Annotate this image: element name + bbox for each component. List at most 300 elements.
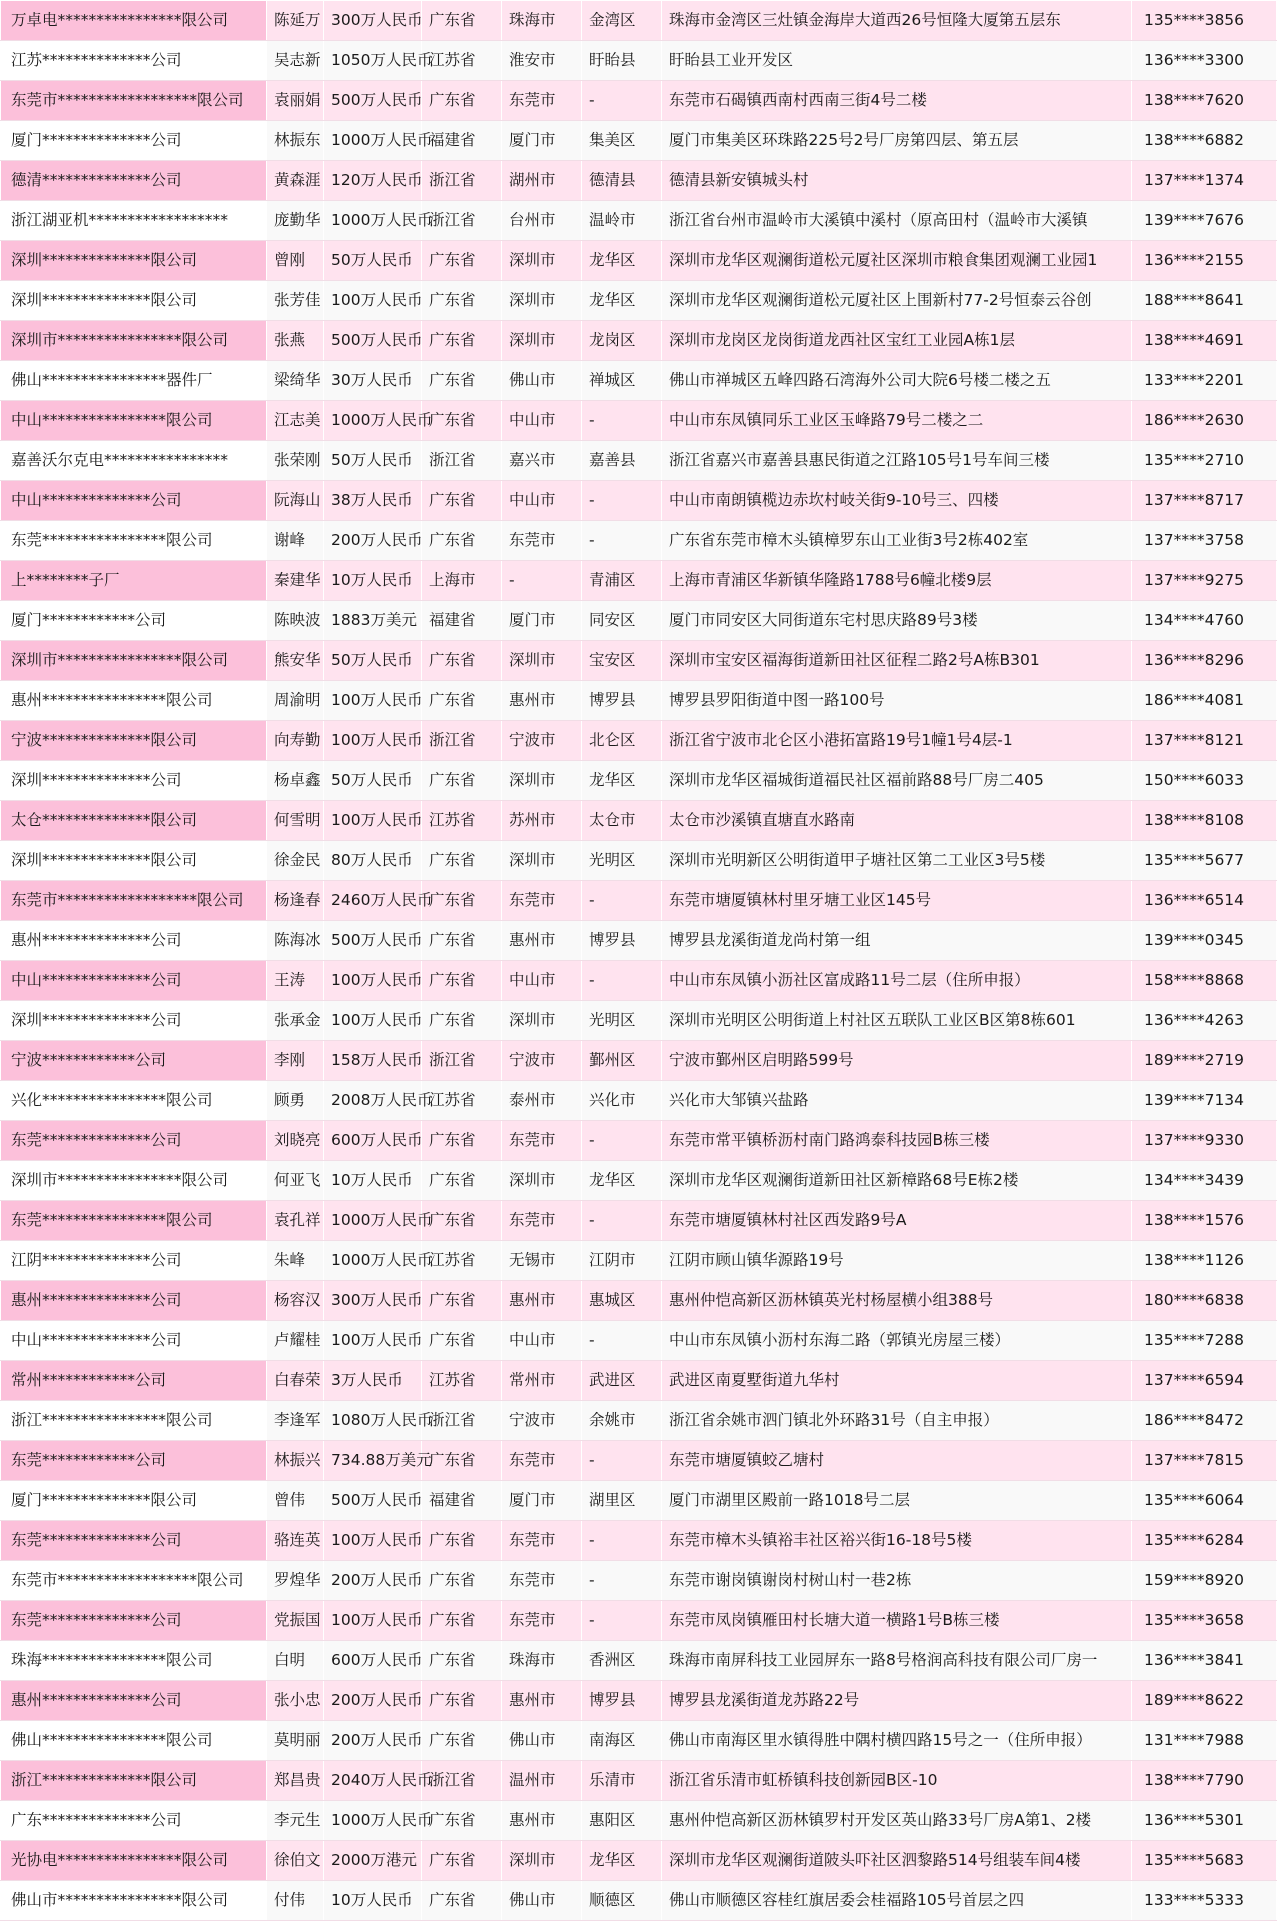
registered-capital-cell: 2008万人民币 bbox=[324, 1081, 422, 1121]
phone-cell: 138****8108 bbox=[1132, 801, 1277, 841]
table-row bbox=[1, 1481, 1277, 1521]
registered-capital-cell: 50万人民币 bbox=[324, 641, 422, 681]
registered-capital-cell: 500万人民币 bbox=[324, 81, 422, 121]
district-cell: 余姚市 bbox=[582, 1401, 662, 1441]
district-cell: 太仓市 bbox=[582, 801, 662, 841]
company-name-cell: 珠海****************限公司 bbox=[1, 1641, 267, 1681]
registered-capital-cell: 300万人民币 bbox=[324, 1, 422, 41]
legal-representative-cell: 向寿勤 bbox=[267, 721, 324, 761]
registered-capital-cell: 500万人民币 bbox=[324, 921, 422, 961]
phone-cell: 135****3856 bbox=[1132, 1, 1277, 41]
address-cell: 武进区南夏墅街道九华村 bbox=[662, 1361, 1132, 1401]
legal-representative-cell: 徐伯文 bbox=[267, 1841, 324, 1881]
province-cell: 广东省 bbox=[422, 1801, 502, 1841]
city-cell: 湖州市 bbox=[502, 161, 582, 201]
company-name-cell: 深圳市****************限公司 bbox=[1, 321, 267, 361]
table-row bbox=[1, 1801, 1277, 1841]
city-cell: 深圳市 bbox=[502, 641, 582, 681]
table-row bbox=[1, 921, 1277, 961]
table-row bbox=[1, 841, 1277, 881]
province-cell: 广东省 bbox=[422, 81, 502, 121]
legal-representative-cell: 白春荣 bbox=[267, 1361, 324, 1401]
province-cell: 广东省 bbox=[422, 241, 502, 281]
province-cell: 江苏省 bbox=[422, 41, 502, 81]
province-cell: 广东省 bbox=[422, 281, 502, 321]
district-cell: - bbox=[582, 521, 662, 561]
district-cell: 同安区 bbox=[582, 601, 662, 641]
phone-cell: 138****1126 bbox=[1132, 1241, 1277, 1281]
city-cell: 佛山市 bbox=[502, 1881, 582, 1921]
address-cell: 珠海市南屏科技工业园屏东一路8号格润高科技有限公司厂房一 bbox=[662, 1641, 1132, 1681]
province-cell: 广东省 bbox=[422, 1841, 502, 1881]
phone-cell: 135****3658 bbox=[1132, 1601, 1277, 1641]
registered-capital-cell: 600万人民币 bbox=[324, 1121, 422, 1161]
legal-representative-cell: 何雪明 bbox=[267, 801, 324, 841]
legal-representative-cell: 张燕 bbox=[267, 321, 324, 361]
address-cell: 厦门市集美区环珠路225号2号厂房第四层、第五层 bbox=[662, 121, 1132, 161]
registered-capital-cell: 100万人民币 bbox=[324, 961, 422, 1001]
city-cell: 东莞市 bbox=[502, 81, 582, 121]
registered-capital-cell: 200万人民币 bbox=[324, 521, 422, 561]
legal-representative-cell: 付伟 bbox=[267, 1881, 324, 1921]
registered-capital-cell: 200万人民币 bbox=[324, 1721, 422, 1761]
table-row bbox=[1, 1761, 1277, 1801]
registered-capital-cell: 200万人民币 bbox=[324, 1681, 422, 1721]
phone-cell: 135****7288 bbox=[1132, 1321, 1277, 1361]
district-cell: 禅城区 bbox=[582, 361, 662, 401]
legal-representative-cell: 谢峰 bbox=[267, 521, 324, 561]
address-cell: 浙江省乐清市虹桥镇科技创新园B区-10 bbox=[662, 1761, 1132, 1801]
table-row bbox=[1, 881, 1277, 921]
address-cell: 惠州仲恺高新区沥林镇罗村开发区英山路33号厂房A第1、2楼 bbox=[662, 1801, 1132, 1841]
legal-representative-cell: 骆连英 bbox=[267, 1521, 324, 1561]
address-cell: 浙江省台州市温岭市大溪镇中溪村（原高田村（温岭市大溪镇 bbox=[662, 201, 1132, 241]
address-cell: 浙江省宁波市北仑区小港拓富路19号1幢1号4层-1 bbox=[662, 721, 1132, 761]
company-name-cell: 中山****************限公司 bbox=[1, 401, 267, 441]
company-name-cell: 广东**************公司 bbox=[1, 1801, 267, 1841]
city-cell: - bbox=[502, 561, 582, 601]
phone-cell: 136****5301 bbox=[1132, 1801, 1277, 1841]
registered-capital-cell: 100万人民币 bbox=[324, 1521, 422, 1561]
province-cell: 浙江省 bbox=[422, 161, 502, 201]
address-cell: 江阴市顾山镇华源路19号 bbox=[662, 1241, 1132, 1281]
address-cell: 惠州仲恺高新区沥林镇英光村杨屋横小组388号 bbox=[662, 1281, 1132, 1321]
phone-cell: 139****0345 bbox=[1132, 921, 1277, 961]
company-name-cell: 东莞**************公司 bbox=[1, 1601, 267, 1641]
district-cell: 南海区 bbox=[582, 1721, 662, 1761]
table-row bbox=[1, 1401, 1277, 1441]
district-cell: 金湾区 bbox=[582, 1, 662, 41]
address-cell: 中山市东凤镇小沥社区富成路11号二层（住所申报） bbox=[662, 961, 1132, 1001]
registered-capital-cell: 100万人民币 bbox=[324, 1601, 422, 1641]
address-cell: 深圳市光明新区公明街道甲子塘社区第二工业区3号5楼 bbox=[662, 841, 1132, 881]
phone-cell: 137****9275 bbox=[1132, 561, 1277, 601]
legal-representative-cell: 罗煌华 bbox=[267, 1561, 324, 1601]
address-cell: 厦门市湖里区殿前一路1018号二层 bbox=[662, 1481, 1132, 1521]
province-cell: 广东省 bbox=[422, 321, 502, 361]
city-cell: 中山市 bbox=[502, 401, 582, 441]
province-cell: 广东省 bbox=[422, 1561, 502, 1601]
address-cell: 东莞市樟木头镇裕丰社区裕兴街16-18号5楼 bbox=[662, 1521, 1132, 1561]
company-name-cell: 中山**************公司 bbox=[1, 481, 267, 521]
legal-representative-cell: 郑昌贵 bbox=[267, 1761, 324, 1801]
city-cell: 泰州市 bbox=[502, 1081, 582, 1121]
address-cell: 深圳市龙华区观澜街道新田社区新樟路68号E栋2楼 bbox=[662, 1161, 1132, 1201]
table-row bbox=[1, 1001, 1277, 1041]
table-row bbox=[1, 1, 1277, 41]
registered-capital-cell: 100万人民币 bbox=[324, 1321, 422, 1361]
province-cell: 广东省 bbox=[422, 881, 502, 921]
table-row bbox=[1, 641, 1277, 681]
district-cell: 德清县 bbox=[582, 161, 662, 201]
registered-capital-cell: 500万人民币 bbox=[324, 1481, 422, 1521]
district-cell: - bbox=[582, 1121, 662, 1161]
district-cell: 武进区 bbox=[582, 1361, 662, 1401]
district-cell: - bbox=[582, 961, 662, 1001]
phone-cell: 134****3439 bbox=[1132, 1161, 1277, 1201]
city-cell: 深圳市 bbox=[502, 841, 582, 881]
company-name-cell: 东莞市******************限公司 bbox=[1, 881, 267, 921]
district-cell: 龙华区 bbox=[582, 241, 662, 281]
phone-cell: 136****8296 bbox=[1132, 641, 1277, 681]
table-row bbox=[1, 401, 1277, 441]
registered-capital-cell: 50万人民币 bbox=[324, 761, 422, 801]
city-cell: 深圳市 bbox=[502, 321, 582, 361]
district-cell: 温岭市 bbox=[582, 201, 662, 241]
phone-cell: 138****7790 bbox=[1132, 1761, 1277, 1801]
registered-capital-cell: 100万人民币 bbox=[324, 801, 422, 841]
company-name-cell: 江苏**************公司 bbox=[1, 41, 267, 81]
table-row bbox=[1, 1881, 1277, 1921]
company-name-cell: 深圳市****************限公司 bbox=[1, 641, 267, 681]
company-name-cell: 厦门************公司 bbox=[1, 601, 267, 641]
table-row bbox=[1, 361, 1277, 401]
table-row bbox=[1, 801, 1277, 841]
legal-representative-cell: 阮海山 bbox=[267, 481, 324, 521]
address-cell: 东莞市塘厦镇林村里牙塘工业区145号 bbox=[662, 881, 1132, 921]
table-row bbox=[1, 1081, 1277, 1121]
legal-representative-cell: 陈映波 bbox=[267, 601, 324, 641]
phone-cell: 136****4263 bbox=[1132, 1001, 1277, 1041]
address-cell: 东莞市塘厦镇林村社区西发路9号A bbox=[662, 1201, 1132, 1241]
legal-representative-cell: 江志美 bbox=[267, 401, 324, 441]
company-name-cell: 东莞****************限公司 bbox=[1, 521, 267, 561]
company-name-cell: 嘉善沃尔克电**************** bbox=[1, 441, 267, 481]
registered-capital-cell: 1883万美元 bbox=[324, 601, 422, 641]
table-row bbox=[1, 1561, 1277, 1601]
legal-representative-cell: 党振国 bbox=[267, 1601, 324, 1641]
province-cell: 广东省 bbox=[422, 1121, 502, 1161]
table-row bbox=[1, 761, 1277, 801]
city-cell: 中山市 bbox=[502, 961, 582, 1001]
phone-cell: 135****5677 bbox=[1132, 841, 1277, 881]
table-row bbox=[1, 1161, 1277, 1201]
legal-representative-cell: 顾勇 bbox=[267, 1081, 324, 1121]
province-cell: 广东省 bbox=[422, 1001, 502, 1041]
city-cell: 佛山市 bbox=[502, 361, 582, 401]
registered-capital-cell: 30万人民币 bbox=[324, 361, 422, 401]
province-cell: 浙江省 bbox=[422, 441, 502, 481]
city-cell: 东莞市 bbox=[502, 881, 582, 921]
address-cell: 太仓市沙溪镇直塘直水路南 bbox=[662, 801, 1132, 841]
phone-cell: 137****3758 bbox=[1132, 521, 1277, 561]
company-name-cell: 浙江**************限公司 bbox=[1, 1761, 267, 1801]
registered-capital-cell: 10万人民币 bbox=[324, 1881, 422, 1921]
legal-representative-cell: 杨卓鑫 bbox=[267, 761, 324, 801]
phone-cell: 189****2719 bbox=[1132, 1041, 1277, 1081]
province-cell: 江苏省 bbox=[422, 1241, 502, 1281]
registered-capital-cell: 2000万港元 bbox=[324, 1841, 422, 1881]
address-cell: 德清县新安镇城头村 bbox=[662, 161, 1132, 201]
city-cell: 深圳市 bbox=[502, 761, 582, 801]
registered-capital-cell: 1080万人民币 bbox=[324, 1401, 422, 1441]
phone-cell: 137****6594 bbox=[1132, 1361, 1277, 1401]
table-row bbox=[1, 601, 1277, 641]
legal-representative-cell: 林振兴 bbox=[267, 1441, 324, 1481]
company-name-cell: 深圳市****************限公司 bbox=[1, 1161, 267, 1201]
province-cell: 广东省 bbox=[422, 1, 502, 41]
city-cell: 惠州市 bbox=[502, 921, 582, 961]
table-row bbox=[1, 1641, 1277, 1681]
address-cell: 东莞市塘厦镇蛟乙塘村 bbox=[662, 1441, 1132, 1481]
city-cell: 东莞市 bbox=[502, 1201, 582, 1241]
legal-representative-cell: 陈海冰 bbox=[267, 921, 324, 961]
phone-cell: 158****8868 bbox=[1132, 961, 1277, 1001]
city-cell: 东莞市 bbox=[502, 1521, 582, 1561]
district-cell: 香洲区 bbox=[582, 1641, 662, 1681]
district-cell: 青浦区 bbox=[582, 561, 662, 601]
address-cell: 深圳市光明区公明街道上村社区五联队工业区B区第8栋601 bbox=[662, 1001, 1132, 1041]
province-cell: 广东省 bbox=[422, 961, 502, 1001]
district-cell: 博罗县 bbox=[582, 1681, 662, 1721]
province-cell: 广东省 bbox=[422, 1681, 502, 1721]
province-cell: 广东省 bbox=[422, 1641, 502, 1681]
city-cell: 深圳市 bbox=[502, 281, 582, 321]
registered-capital-cell: 50万人民币 bbox=[324, 441, 422, 481]
address-cell: 中山市东凤镇小沥村东海二路（郭镇光房屋三楼） bbox=[662, 1321, 1132, 1361]
table-row bbox=[1, 1041, 1277, 1081]
city-cell: 珠海市 bbox=[502, 1641, 582, 1681]
registered-capital-cell: 3万人民币 bbox=[324, 1361, 422, 1401]
district-cell: - bbox=[582, 1441, 662, 1481]
city-cell: 惠州市 bbox=[502, 1281, 582, 1321]
district-cell: - bbox=[582, 1201, 662, 1241]
table-row bbox=[1, 481, 1277, 521]
company-name-cell: 万卓电****************限公司 bbox=[1, 1, 267, 41]
city-cell: 宁波市 bbox=[502, 1401, 582, 1441]
city-cell: 苏州市 bbox=[502, 801, 582, 841]
table-row bbox=[1, 561, 1277, 601]
registered-capital-cell: 1000万人民币 bbox=[324, 1801, 422, 1841]
registered-capital-cell: 100万人民币 bbox=[324, 681, 422, 721]
phone-cell: 150****6033 bbox=[1132, 761, 1277, 801]
address-cell: 浙江省嘉兴市嘉善县惠民街道之江路105号1号车间三楼 bbox=[662, 441, 1132, 481]
legal-representative-cell: 张小忠 bbox=[267, 1681, 324, 1721]
province-cell: 广东省 bbox=[422, 761, 502, 801]
city-cell: 台州市 bbox=[502, 201, 582, 241]
registered-capital-cell: 158万人民币 bbox=[324, 1041, 422, 1081]
phone-cell: 137****7815 bbox=[1132, 1441, 1277, 1481]
address-cell: 佛山市禅城区五峰四路石湾海外公司大院6号楼二楼之五 bbox=[662, 361, 1132, 401]
city-cell: 惠州市 bbox=[502, 681, 582, 721]
district-cell: - bbox=[582, 1521, 662, 1561]
phone-cell: 135****6064 bbox=[1132, 1481, 1277, 1521]
legal-representative-cell: 张承金 bbox=[267, 1001, 324, 1041]
address-cell: 博罗县罗阳街道中图一路100号 bbox=[662, 681, 1132, 721]
registered-capital-cell: 2040万人民币 bbox=[324, 1761, 422, 1801]
company-name-cell: 厦门**************公司 bbox=[1, 121, 267, 161]
district-cell: 光明区 bbox=[582, 1001, 662, 1041]
company-name-cell: 宁波************公司 bbox=[1, 1041, 267, 1081]
phone-cell: 138****7620 bbox=[1132, 81, 1277, 121]
table-row bbox=[1, 1441, 1277, 1481]
table-row bbox=[1, 1321, 1277, 1361]
legal-representative-cell: 李逢军 bbox=[267, 1401, 324, 1441]
district-cell: - bbox=[582, 881, 662, 921]
legal-representative-cell: 李刚 bbox=[267, 1041, 324, 1081]
district-cell: 博罗县 bbox=[582, 921, 662, 961]
legal-representative-cell: 张荣刚 bbox=[267, 441, 324, 481]
district-cell: 宝安区 bbox=[582, 641, 662, 681]
phone-cell: 159****8920 bbox=[1132, 1561, 1277, 1601]
address-cell: 中山市南朗镇榄边赤坎村岐关街9-10号三、四楼 bbox=[662, 481, 1132, 521]
city-cell: 无锡市 bbox=[502, 1241, 582, 1281]
legal-representative-cell: 张芳佳 bbox=[267, 281, 324, 321]
legal-representative-cell: 梁绮华 bbox=[267, 361, 324, 401]
province-cell: 浙江省 bbox=[422, 1041, 502, 1081]
legal-representative-cell: 李元生 bbox=[267, 1801, 324, 1841]
city-cell: 常州市 bbox=[502, 1361, 582, 1401]
address-cell: 浙江省余姚市泗门镇北外环路31号（自主申报） bbox=[662, 1401, 1132, 1441]
district-cell: 龙华区 bbox=[582, 1841, 662, 1881]
phone-cell: 138****1576 bbox=[1132, 1201, 1277, 1241]
phone-cell: 135****6284 bbox=[1132, 1521, 1277, 1561]
address-cell: 博罗县龙溪街道龙苏路22号 bbox=[662, 1681, 1132, 1721]
legal-representative-cell: 朱峰 bbox=[267, 1241, 324, 1281]
district-cell: - bbox=[582, 1561, 662, 1601]
company-name-cell: 常州************公司 bbox=[1, 1361, 267, 1401]
district-cell: 湖里区 bbox=[582, 1481, 662, 1521]
company-name-cell: 江阴**************公司 bbox=[1, 1241, 267, 1281]
province-cell: 广东省 bbox=[422, 641, 502, 681]
address-cell: 东莞市石碣镇西南村西南三街4号二楼 bbox=[662, 81, 1132, 121]
district-cell: - bbox=[582, 81, 662, 121]
province-cell: 福建省 bbox=[422, 601, 502, 641]
phone-cell: 133****2201 bbox=[1132, 361, 1277, 401]
district-cell: 鄞州区 bbox=[582, 1041, 662, 1081]
legal-representative-cell: 何亚飞 bbox=[267, 1161, 324, 1201]
table-row bbox=[1, 1241, 1277, 1281]
table-row bbox=[1, 721, 1277, 761]
legal-representative-cell: 卢耀桂 bbox=[267, 1321, 324, 1361]
company-name-cell: 宁波**************限公司 bbox=[1, 721, 267, 761]
address-cell: 广东省东莞市樟木头镇樟罗东山工业街3号2栋402室 bbox=[662, 521, 1132, 561]
district-cell: 惠城区 bbox=[582, 1281, 662, 1321]
province-cell: 浙江省 bbox=[422, 1401, 502, 1441]
legal-representative-cell: 徐金民 bbox=[267, 841, 324, 881]
province-cell: 浙江省 bbox=[422, 721, 502, 761]
phone-cell: 180****6838 bbox=[1132, 1281, 1277, 1321]
registered-capital-cell: 1000万人民币 bbox=[324, 201, 422, 241]
province-cell: 广东省 bbox=[422, 361, 502, 401]
address-cell: 东莞市凤岗镇雁田村长塘大道一横路1号B栋三楼 bbox=[662, 1601, 1132, 1641]
district-cell: 龙华区 bbox=[582, 281, 662, 321]
district-cell: 光明区 bbox=[582, 841, 662, 881]
district-cell: 顺德区 bbox=[582, 1881, 662, 1921]
legal-representative-cell: 黄森涯 bbox=[267, 161, 324, 201]
legal-representative-cell: 熊安华 bbox=[267, 641, 324, 681]
district-cell: 龙岗区 bbox=[582, 321, 662, 361]
district-cell: 盱眙县 bbox=[582, 41, 662, 81]
phone-cell: 133****5333 bbox=[1132, 1881, 1277, 1921]
city-cell: 东莞市 bbox=[502, 1561, 582, 1601]
company-name-cell: 深圳**************限公司 bbox=[1, 841, 267, 881]
phone-cell: 186****8472 bbox=[1132, 1401, 1277, 1441]
legal-representative-cell: 王涛 bbox=[267, 961, 324, 1001]
table-row bbox=[1, 81, 1277, 121]
province-cell: 广东省 bbox=[422, 1441, 502, 1481]
province-cell: 上海市 bbox=[422, 561, 502, 601]
legal-representative-cell: 袁丽娟 bbox=[267, 81, 324, 121]
registered-capital-cell: 1000万人民币 bbox=[324, 121, 422, 161]
company-name-cell: 佛山市****************限公司 bbox=[1, 1881, 267, 1921]
registered-capital-cell: 38万人民币 bbox=[324, 481, 422, 521]
registered-capital-cell: 1050万人民币 bbox=[324, 41, 422, 81]
legal-representative-cell: 白明 bbox=[267, 1641, 324, 1681]
district-cell: 龙华区 bbox=[582, 1161, 662, 1201]
registered-capital-cell: 600万人民币 bbox=[324, 1641, 422, 1681]
phone-cell: 136****6514 bbox=[1132, 881, 1277, 921]
legal-representative-cell: 莫明丽 bbox=[267, 1721, 324, 1761]
table-row bbox=[1, 1121, 1277, 1161]
district-cell: - bbox=[582, 1321, 662, 1361]
registered-capital-cell: 1000万人民币 bbox=[324, 1241, 422, 1281]
registered-capital-cell: 10万人民币 bbox=[324, 561, 422, 601]
registered-capital-cell: 120万人民币 bbox=[324, 161, 422, 201]
address-cell: 深圳市龙岗区龙岗街道龙西社区宝红工业园A栋1层 bbox=[662, 321, 1132, 361]
address-cell: 深圳市龙华区观澜街道松元厦社区深圳市粮食集团观澜工业园1 bbox=[662, 241, 1132, 281]
phone-cell: 136****3300 bbox=[1132, 41, 1277, 81]
phone-cell: 137****8121 bbox=[1132, 721, 1277, 761]
address-cell: 上海市青浦区华新镇华隆路1788号6幢北楼9层 bbox=[662, 561, 1132, 601]
address-cell: 东莞市常平镇桥沥村南门路鸿泰科技园B栋三楼 bbox=[662, 1121, 1132, 1161]
registered-capital-cell: 734.88万美元 bbox=[324, 1441, 422, 1481]
registered-capital-cell: 1000万人民币 bbox=[324, 401, 422, 441]
province-cell: 江苏省 bbox=[422, 1081, 502, 1121]
company-name-cell: 惠州**************公司 bbox=[1, 1681, 267, 1721]
address-cell: 佛山市南海区里水镇得胜中隅村横四路15号之一（住所申报） bbox=[662, 1721, 1132, 1761]
company-name-cell: 惠州**************公司 bbox=[1, 921, 267, 961]
province-cell: 广东省 bbox=[422, 401, 502, 441]
district-cell: 兴化市 bbox=[582, 1081, 662, 1121]
company-name-cell: 东莞************公司 bbox=[1, 1441, 267, 1481]
table-row bbox=[1, 1721, 1277, 1761]
city-cell: 深圳市 bbox=[502, 1001, 582, 1041]
phone-cell: 136****3841 bbox=[1132, 1641, 1277, 1681]
province-cell: 广东省 bbox=[422, 1321, 502, 1361]
province-cell: 浙江省 bbox=[422, 201, 502, 241]
registered-capital-cell: 50万人民币 bbox=[324, 241, 422, 281]
province-cell: 广东省 bbox=[422, 521, 502, 561]
legal-representative-cell: 袁孔祥 bbox=[267, 1201, 324, 1241]
district-cell: 惠阳区 bbox=[582, 1801, 662, 1841]
table-body bbox=[1, 1, 1277, 1921]
province-cell: 福建省 bbox=[422, 1481, 502, 1521]
city-cell: 深圳市 bbox=[502, 1161, 582, 1201]
province-cell: 广东省 bbox=[422, 1201, 502, 1241]
registered-capital-cell: 100万人民币 bbox=[324, 281, 422, 321]
address-cell: 深圳市龙华区观澜街道松元厦社区上围新村77-2号恒泰云谷创 bbox=[662, 281, 1132, 321]
